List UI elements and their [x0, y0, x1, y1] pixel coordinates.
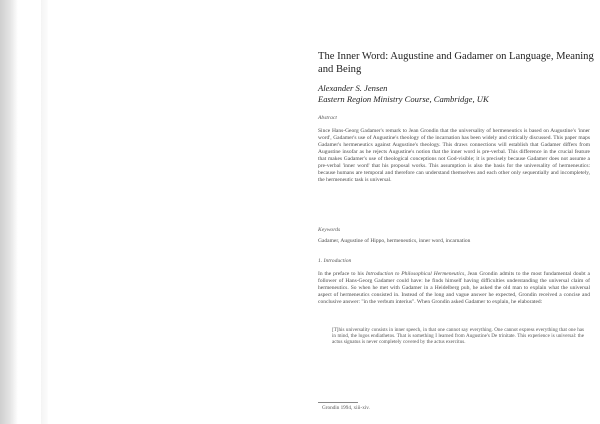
block-quote: [T]his universality consists in inner speech, in that one cannot say everything. One cannot express everything that one has in mind, the logos endiathetos. That is something I learned from Augustine's De trinitate. This experience is universal: the actus signatus is never completely covered by the actus exercitus.: [332, 327, 584, 346]
footnote-rule: [318, 402, 358, 403]
intro-text-rest: , Jean Grondin admits to the most fundamental doubt a follower of Hans-Georg Gadamer could have: he finds himself having difficulties understanding the universal claim of hermeneutics. So when he met with Gadamer in a Heidelberg pub, he asked the old man to explain what the universal aspect of hermeneutics consisted in. Instead of the long and vague answer he expected, Grondin received a concise and conclusive answer: "in the verbum interius". When Grondin asked Gadamer to explain, he elaborated:: [318, 271, 590, 306]
author-block: [318, 83, 598, 104]
page-gutter: [41, 0, 48, 424]
abstract-text: Since Hans-Georg Gadamer's remark to Jean Grondin that the universality of hermeneutics is based on Augustine's 'inner word', Gadamer's use of Augustine's theology of the incarnation has been widely and critically discussed. This paper maps Gadamer's hermeneutics against Augustine's theology. This draws connections will establish that Gadamer differs from Augustine insofar as he rejects Augustine's notion that the inner word is pre-verbal. This difference in the crucial feature that makes Gadamer's use of theological conceptions not God-visible; it is precisely because Gadamer does not assume a pre-verbal 'inner word' that his proposal works. This assumption is also the basis for the universality of hermeneutics: because humans are temporal and therefore can understand themselves and each other only sequentially and incompletely, the hermeneutic task is universal.: [318, 128, 590, 184]
introduction-paragraph: [318, 271, 590, 306]
keywords-text: Gadamer, Augustine of Hippo, hermeneutics, inner word, incarnation: [318, 238, 471, 244]
footnote: Grondin 1994, xiii-xiv.: [322, 405, 370, 411]
facing-page-edge: [0, 0, 18, 424]
intro-text-start: In the preface to his: [318, 271, 366, 277]
abstract-heading: Abstract: [318, 115, 337, 121]
author-affiliation: Eastern Region Ministry Course, Cambridge, UK: [318, 93, 489, 104]
introduction-heading: 1. Introduction: [318, 258, 352, 264]
keywords-heading: Keywords: [318, 227, 341, 233]
book-title: Introduction to Philosophical Hermeneutics: [365, 271, 465, 277]
author-name: Alexander S. Jensen: [318, 83, 388, 93]
article-title: The Inner Word: Augustine and Gadamer on Language, Meaning and Being: [318, 51, 594, 75]
